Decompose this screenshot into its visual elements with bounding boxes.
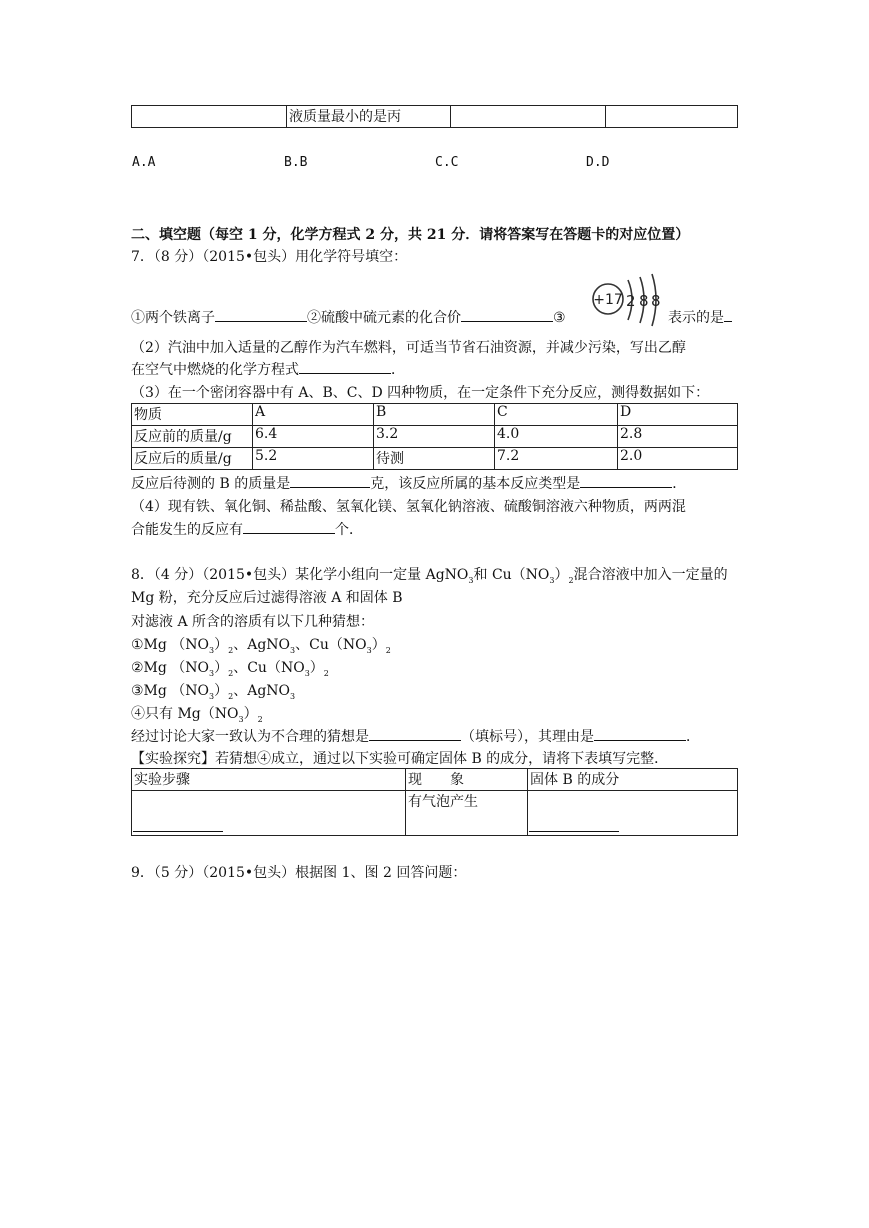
answer-blank <box>724 307 732 322</box>
guess-text: ③Mg （NO <box>131 683 210 699</box>
subscript: 2 <box>228 645 234 655</box>
q7-part2-end: ． <box>391 362 405 378</box>
shell-electrons: 8 <box>639 292 649 310</box>
q7-part2-line2 <box>131 359 405 379</box>
option-a: A.A <box>132 155 156 170</box>
table-cell: 2.0 <box>618 448 738 470</box>
q8-stem-b: 和 Cu（NO <box>473 567 550 583</box>
table-header-cell: 实验步骤 <box>132 769 406 791</box>
table-cell: 2.8 <box>618 426 738 448</box>
subscript: 3 <box>290 645 296 655</box>
q8-explore: 【实验探究】若猜想④成立，通过以下实验可确定固体 B 的成分，请将下表填写完整． <box>131 751 669 767</box>
table-cell: 4.0 <box>495 426 618 448</box>
q7-part4-line2 <box>131 519 363 539</box>
subscript: 2 <box>385 645 391 655</box>
table-cell <box>606 106 738 128</box>
answer-blank <box>369 726 461 741</box>
shell-electrons: 2 <box>626 292 636 310</box>
answer-blank <box>529 831 619 832</box>
q8-line3: 对滤液 A 所含的溶质有以下几种猜想： <box>131 614 375 630</box>
subscript: 3 <box>290 691 296 701</box>
option-b: B.B <box>284 155 308 170</box>
answer-blank <box>215 307 307 322</box>
q7-part4-end: 个． <box>335 522 363 538</box>
guess-text: ） <box>214 660 229 676</box>
q8-experiment-table <box>131 768 738 836</box>
table-cell <box>132 791 406 836</box>
table-header-cell: 固体 B 的成分 <box>528 769 738 791</box>
guess-text: ④只有 Mg（NO <box>131 706 239 722</box>
q7-part4-text: 合能发生的反应有 <box>131 522 243 538</box>
answer-blank <box>594 726 686 741</box>
table-row <box>132 448 738 470</box>
table-row <box>132 106 738 128</box>
q8-guess-2 <box>131 657 329 678</box>
table-cell: 待测 <box>374 448 495 470</box>
guess-text: 、AgNO <box>233 637 291 653</box>
guess-text: ） <box>243 706 258 722</box>
answer-blank <box>299 359 391 374</box>
subscript: 3 <box>209 668 215 678</box>
table-row <box>132 769 738 791</box>
q7-part3: （3）在一个密闭容器中有 A、B、C、D 四种物质，在一定条件下充分反应，测得数据如下： <box>131 385 710 401</box>
q7-part3-ans-a: 反应后待测的 B 的质量是 <box>131 476 291 492</box>
q7-part1-a: ①两个铁离子 <box>131 310 215 326</box>
subscript: 3 <box>209 645 215 655</box>
q8-discussion <box>131 726 700 746</box>
table-cell: B <box>374 404 495 426</box>
answer-blank <box>461 307 553 322</box>
q8-stem-c: ） <box>554 567 569 583</box>
table-cell <box>528 791 738 836</box>
guess-text: ①Mg （NO <box>131 637 210 653</box>
q8-guess-3 <box>131 680 295 701</box>
table-cell: D <box>618 404 738 426</box>
subscript: 2 <box>228 691 234 701</box>
table-cell: 反应前的质量/g <box>132 426 253 448</box>
subscript: 3 <box>238 714 244 724</box>
q7-data-table <box>131 403 738 470</box>
q7-part1-c: ③ <box>553 310 566 326</box>
guess-text: 、AgNO <box>233 683 291 699</box>
guess-text: ②Mg （NO <box>131 660 210 676</box>
subscript: 2 <box>323 668 329 678</box>
table-cell: 液质量最小的是丙 <box>287 106 451 128</box>
guess-text: 、Cu（NO <box>295 637 367 653</box>
q7-part1-b: ②硫酸中硫元素的化合价 <box>307 310 461 326</box>
table-cell: 反应后的质量/g <box>132 448 253 470</box>
table-row <box>132 791 738 836</box>
subscript: 3 <box>468 575 474 585</box>
guess-text: ） <box>309 660 324 676</box>
q8-guess-1 <box>131 634 391 655</box>
table-row <box>132 404 738 426</box>
q7-stem: 7．（8 分）（2015•包头）用化学符号填空： <box>131 249 408 265</box>
subscript: 2 <box>257 714 263 724</box>
table-cell: 3.2 <box>374 426 495 448</box>
section-heading: 二、填空题（每空 1 分，化学方程式 2 分，共 21 分．请将答案写在答题卡的对应位置） <box>131 227 690 243</box>
q8-line2: Mg 粉，充分反应后过滤得溶液 A 和固体 B <box>131 590 403 606</box>
guess-text: ） <box>371 637 386 653</box>
q8-stem-a: 8．（4 分）（2015•包头）某化学小组向一定量 AgNO <box>131 567 469 583</box>
q8-stem <box>131 564 728 585</box>
subscript: 3 <box>549 575 555 585</box>
q7-part3-answer <box>131 473 686 493</box>
table-row <box>132 426 738 448</box>
q8-disc-a: 经过讨论大家一致认为不合理的猜想是 <box>131 729 369 745</box>
q7-part4-line1: （4）现有铁、氧化铜、稀盐酸、氢氧化镁、氢氧化钠溶液、硫酸铜溶液六种物质，两两混 <box>131 499 686 515</box>
guess-text: ） <box>214 683 229 699</box>
atom-structure-diagram <box>590 272 670 328</box>
q7-part2-text: 在空气中燃烧的化学方程式 <box>131 362 299 378</box>
subscript: 3 <box>209 691 215 701</box>
guess-text: ） <box>214 637 229 653</box>
q7-part3-ans-b: 克，该反应所属的基本反应类型是 <box>370 476 581 492</box>
table-cell: A <box>253 404 374 426</box>
q8-guess-4 <box>131 703 263 724</box>
table-cell <box>132 106 287 128</box>
nucleus-charge: +17 <box>593 292 623 308</box>
top-answer-table <box>131 105 738 128</box>
q7-part1-d-text: 表示的是 <box>668 310 724 326</box>
table-cell <box>451 106 606 128</box>
q8-disc-b: （填标号），其理由是 <box>461 729 594 745</box>
shell-electrons: 8 <box>651 292 661 310</box>
option-d: D.D <box>586 155 610 170</box>
answer-blank <box>133 831 223 832</box>
table-cell: 7.2 <box>495 448 618 470</box>
option-c: C.C <box>435 155 459 170</box>
table-cell: 6.4 <box>253 426 374 448</box>
q7-part3-ans-c: ． <box>672 476 687 492</box>
table-cell: C <box>495 404 618 426</box>
subscript: 2 <box>568 575 574 585</box>
subscript: 3 <box>304 668 310 678</box>
subscript: 3 <box>366 645 372 655</box>
subscript: 2 <box>228 668 234 678</box>
answer-blank <box>243 519 335 534</box>
answer-blank <box>580 473 672 488</box>
q7-part1-d <box>668 307 732 327</box>
q7-part1 <box>131 307 566 327</box>
q8-disc-c: ． <box>686 729 700 745</box>
table-cell: 5.2 <box>253 448 374 470</box>
table-cell: 物质 <box>132 404 253 426</box>
q9-stem: 9．（5 分）（2015•包头）根据图 1、图 2 回答问题： <box>131 865 467 881</box>
table-cell: 有气泡产生 <box>406 791 528 836</box>
q7-part2-line1: （2）汽油中加入适量的乙醇作为汽车燃料，可适当节省石油资源，并减少污染，写出乙醇 <box>131 340 686 356</box>
guess-text: 、Cu（NO <box>233 660 305 676</box>
answer-blank <box>290 473 370 488</box>
q8-stem-d: 混合溶液中加入一定量的 <box>573 567 728 583</box>
table-header-cell: 现 象 <box>406 769 528 791</box>
